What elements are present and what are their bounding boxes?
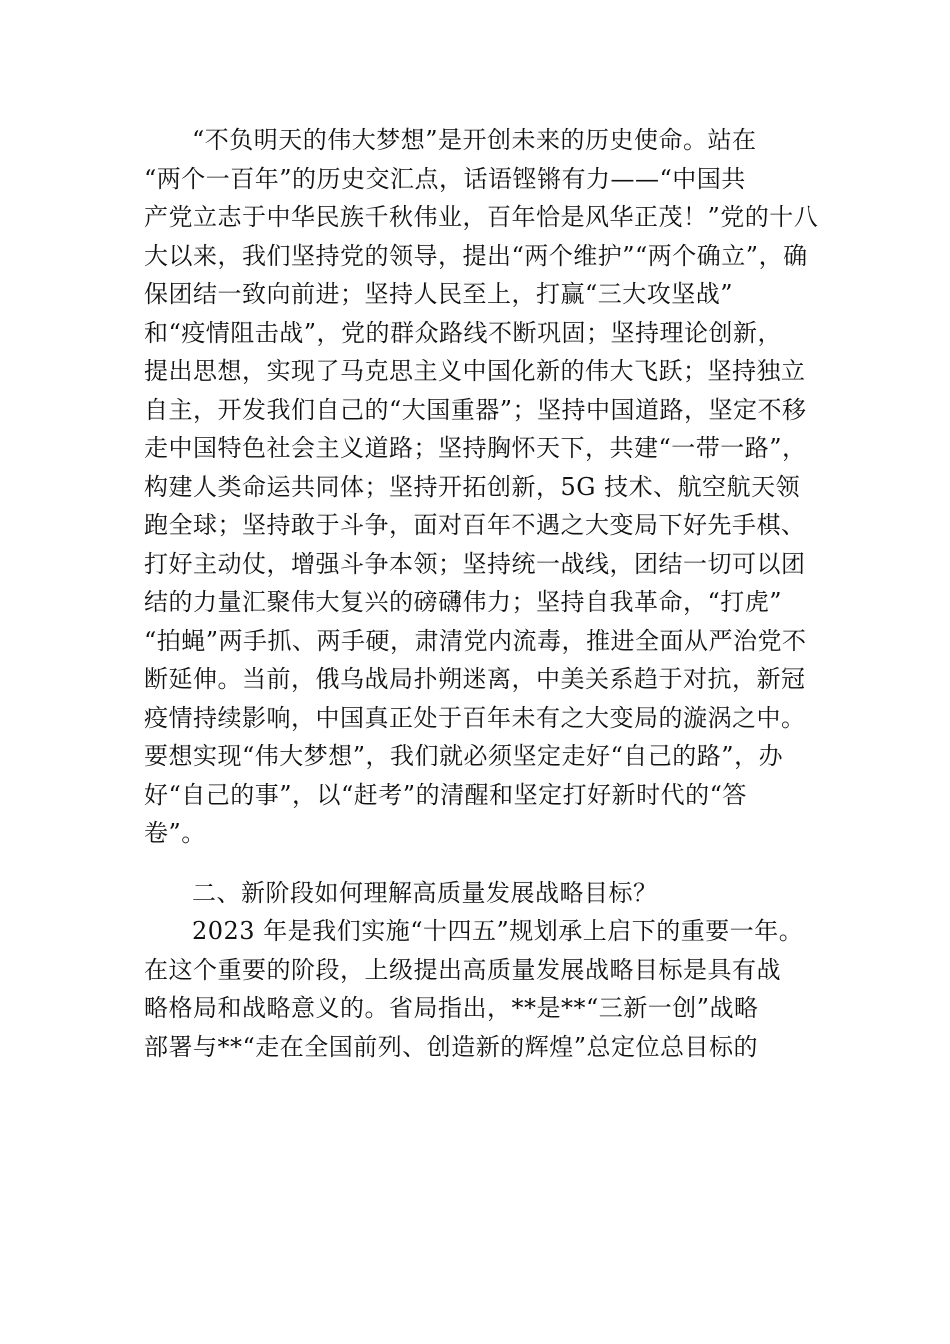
paragraph-line: “两个一百年”的历史交汇点，话语铿锵有力——“中国共 [144, 164, 746, 193]
section-heading-text: 二、新阶段如何理解高质量发展战略目标？ [192, 879, 658, 907]
paragraph-line: 提出思想，实现了马克思主义中国化新的伟大飞跃；坚持独立 [144, 357, 806, 385]
paragraph-line: 略格局和战略意义的。省局指出，**是**“三新一创”战略 [144, 994, 759, 1022]
paragraph-line: “拍蝇”两手抓、两手硬，肃清党内流毒，推进全面从严治党不 [144, 626, 807, 655]
paragraph-line: 好“自己的事”，以“赶考”的清醒和坚定打好新时代的“答 [144, 780, 747, 809]
paragraph-line: 构建人类命运共同体；坚持开拓创新，5G 技术、航空航天领 [144, 472, 801, 501]
body-paragraph [144, 912, 834, 1066]
paragraph-line: 和“疫情阻击战”，党的群众路线不断巩固；坚持理论创新， [144, 318, 783, 347]
paragraph-line: 在这个重要的阶段，上级提出高质量发展战略目标是具有战 [144, 955, 781, 984]
paragraph-line: 自主，开发我们自己的“大国重器”；坚持中国道路，坚定不移 [144, 395, 807, 424]
paragraph-line: 大以来，我们坚持党的领导，提出“两个维护”“两个确立”，确 [144, 241, 808, 270]
paragraph-line: 要想实现“伟大梦想”，我们就必须坚定走好“自己的路”，办 [144, 742, 784, 770]
paragraph-line: 打好主动仗，增强斗争本领；坚持统一战线，团结一切可以团 [144, 549, 806, 578]
paragraph-line: 卷”。 [144, 819, 206, 847]
paragraph-line: 2023 年是我们实施“十四五”规划承上启下的重要一年。 [192, 917, 804, 945]
paragraph-line: 保团结一致向前进；坚持人民至上，打赢“三大攻坚战” [144, 280, 734, 308]
paragraph-line: 疫情持续影响，中国真正处于百年未有之大变局的漩涡之中。 [144, 703, 806, 732]
paragraph-line: 走中国特色社会主义道路；坚持胸怀天下，共建“一带一路”， [144, 434, 807, 462]
paragraph-line: 部署与**“走在全国前列、创造新的辉煌”总定位总目标的 [144, 1032, 759, 1061]
paragraph-line: 产党立志于中华民族千秋伟业，百年恰是风华正茂！”党的十八 [144, 203, 819, 231]
body-paragraph [144, 121, 834, 853]
paragraph-line: “不负明天的伟大梦想”是开创未来的历史使命。站在 [192, 126, 757, 154]
section-heading [144, 874, 834, 913]
paragraph-line: 断延伸。当前，俄乌战局扑朔迷离，中美关系趋于对抗，新冠 [144, 665, 806, 693]
paragraph-line: 结的力量汇聚伟大复兴的磅礴伟力；坚持自我革命，“打虎” [144, 588, 783, 616]
paragraph-line: 跑全球；坚持敢于斗争，面对百年不遇之大变局下好先手棋、 [144, 511, 806, 539]
